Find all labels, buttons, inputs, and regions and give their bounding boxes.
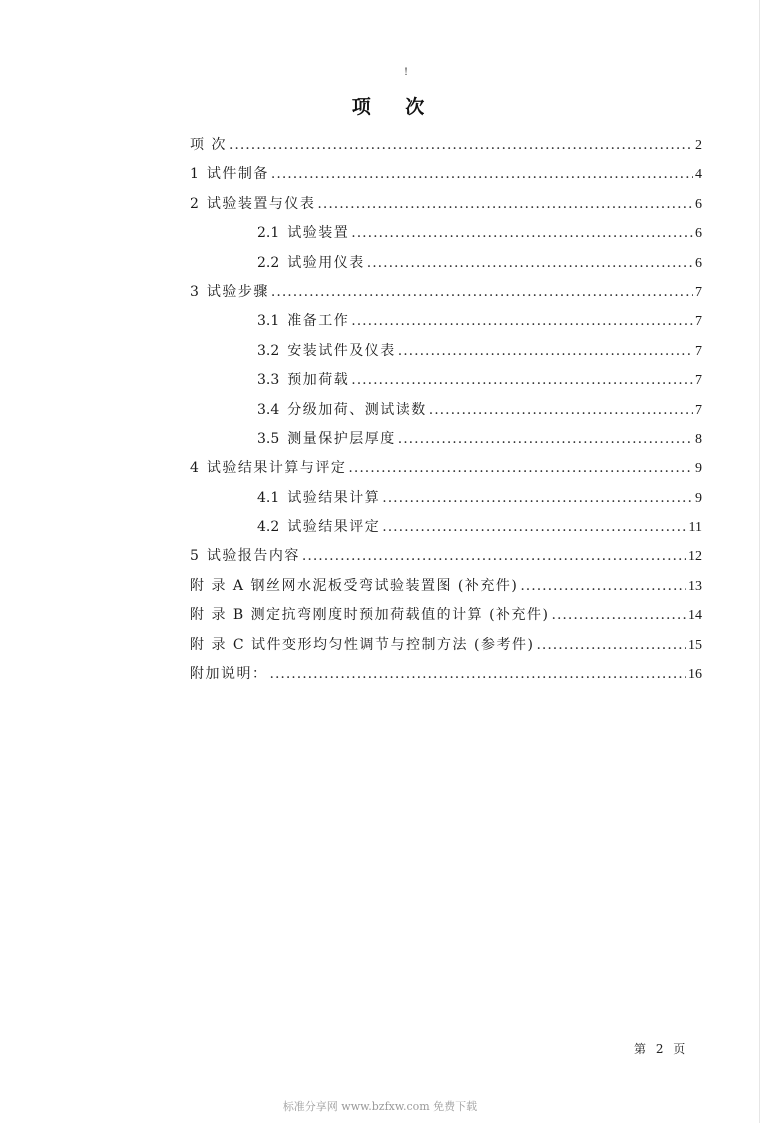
toc-dot-leader xyxy=(348,454,693,483)
toc-entry-title: 试验装置与仪表 xyxy=(206,195,316,212)
toc-entry-number: 3.2 xyxy=(257,342,280,359)
toc-entry-title: 项 次 xyxy=(190,137,227,153)
toc-heading: 项 次 xyxy=(351,96,439,118)
toc-entry-number: 1 xyxy=(190,166,199,183)
toc-entry-title: 试验结果计算 xyxy=(287,489,381,506)
toc-dot-leader xyxy=(552,601,686,630)
toc-entry-page: 7 xyxy=(695,373,702,389)
toc-entry-title: 试验结果计算与评定 xyxy=(206,460,347,477)
toc-entry-number: 5 xyxy=(190,548,199,565)
toc-entry-number: 3.1 xyxy=(257,313,280,330)
toc-entry-title: 附 录 C 试件变形均匀性调节与控制方法 (参考件) xyxy=(190,636,535,653)
toc-entry-page: 12 xyxy=(688,549,702,565)
toc-entry[interactable] xyxy=(190,572,702,601)
toc-entry[interactable] xyxy=(190,249,702,278)
toc-entry[interactable] xyxy=(190,542,702,571)
toc-entry[interactable] xyxy=(190,513,702,542)
toc-entry-page: 6 xyxy=(695,255,702,271)
toc-entry-page: 2 xyxy=(695,138,702,153)
toc-dot-leader xyxy=(398,425,693,454)
toc-entry[interactable] xyxy=(190,601,702,630)
toc-dot-leader xyxy=(351,219,693,248)
table-of-contents xyxy=(190,131,702,689)
toc-dot-leader xyxy=(367,249,693,278)
watermark-text: 标准分享网 www.bzfxw.com 免费下载 xyxy=(282,1100,478,1113)
toc-entry-label xyxy=(257,425,396,454)
toc-entry[interactable] xyxy=(190,219,702,248)
toc-entry[interactable] xyxy=(190,278,702,307)
toc-entry-page: 11 xyxy=(688,520,702,536)
toc-dot-leader xyxy=(229,131,693,160)
toc-entry-number: 4 xyxy=(190,460,199,477)
top-mark: ! xyxy=(403,67,409,78)
toc-entry[interactable] xyxy=(190,337,702,366)
toc-entry-page: 14 xyxy=(688,608,702,624)
toc-entry-label xyxy=(190,131,227,160)
toc-entry-number: 3 xyxy=(190,283,199,300)
toc-entry-number: 3.3 xyxy=(257,372,280,389)
toc-entry-number: 3.4 xyxy=(257,401,280,418)
toc-dot-leader xyxy=(351,307,693,336)
toc-entry-title: 试件制备 xyxy=(206,166,269,183)
toc-entry-page: 16 xyxy=(688,667,702,683)
toc-dot-leader xyxy=(351,366,693,395)
toc-entry-title: 试验用仪表 xyxy=(287,254,365,271)
toc-entry[interactable] xyxy=(190,396,702,425)
toc-entry-page: 13 xyxy=(688,578,702,594)
toc-entry-page: 7 xyxy=(695,284,702,300)
toc-dot-leader xyxy=(302,542,686,571)
toc-entry-label xyxy=(190,160,269,189)
toc-entry-title: 试验结果评定 xyxy=(287,519,381,536)
page-number: 第 2 页 xyxy=(634,1042,689,1056)
toc-entry[interactable] xyxy=(190,425,702,454)
toc-entry-page: 6 xyxy=(695,226,702,242)
toc-entry-title: 预加荷载 xyxy=(287,372,350,389)
toc-entry-title: 试验装置 xyxy=(287,225,350,242)
toc-entry-label xyxy=(190,454,346,483)
toc-entry-number: 2 xyxy=(190,195,199,212)
toc-entry-label xyxy=(257,337,396,366)
toc-entry-label xyxy=(257,396,427,425)
toc-entry-label xyxy=(190,542,300,571)
toc-entry-page: 8 xyxy=(695,431,702,447)
toc-entry[interactable] xyxy=(190,660,702,689)
toc-entry-number: 3.5 xyxy=(257,430,280,447)
toc-entry-number: 4.2 xyxy=(257,519,280,536)
toc-entry-title: 测量保护层厚度 xyxy=(287,430,396,447)
toc-entry-label xyxy=(257,307,349,336)
toc-entry[interactable] xyxy=(190,484,702,513)
toc-entry-page: 6 xyxy=(695,196,702,212)
toc-dot-leader xyxy=(382,513,686,542)
toc-dot-leader xyxy=(429,396,693,425)
toc-entry-page: 7 xyxy=(695,314,702,330)
toc-entry-page: 7 xyxy=(695,402,702,418)
toc-entry-label xyxy=(257,513,380,542)
toc-entry-label xyxy=(190,601,550,630)
toc-entry-page: 15 xyxy=(688,637,702,653)
toc-entry-page: 9 xyxy=(695,461,702,477)
toc-entry-page: 9 xyxy=(695,490,702,506)
toc-entry[interactable] xyxy=(190,631,702,660)
toc-entry-label xyxy=(190,190,315,219)
toc-entry-page: 4 xyxy=(695,167,702,183)
toc-entry-label xyxy=(257,366,349,395)
toc-entry-label xyxy=(257,219,349,248)
toc-entry[interactable] xyxy=(190,366,702,395)
toc-entry-label xyxy=(190,278,269,307)
toc-entry-title: 准备工作 xyxy=(287,313,350,330)
toc-entry-label xyxy=(190,631,534,660)
toc-entry[interactable] xyxy=(190,454,702,483)
toc-entry-title: 附加说明： xyxy=(190,666,268,683)
toc-entry-number: 2.1 xyxy=(257,225,280,242)
toc-entry[interactable] xyxy=(190,160,702,189)
toc-entry[interactable] xyxy=(190,307,702,336)
toc-dot-leader xyxy=(520,572,686,601)
toc-entry-number: 4.1 xyxy=(257,489,280,506)
toc-dot-leader xyxy=(317,190,693,219)
toc-dot-leader xyxy=(270,660,687,689)
toc-dot-leader xyxy=(271,278,693,307)
toc-entry-page: 7 xyxy=(695,343,702,359)
toc-entry-title: 试验报告内容 xyxy=(206,548,300,565)
toc-entry-label xyxy=(257,484,380,513)
toc-entry[interactable] xyxy=(190,131,702,160)
toc-dot-leader xyxy=(398,337,693,366)
toc-dot-leader xyxy=(271,160,693,189)
toc-entry-title: 附 录 B 测定抗弯刚度时预加荷载值的计算 (补充件) xyxy=(190,607,550,624)
toc-dot-leader xyxy=(536,631,686,660)
toc-dot-leader xyxy=(382,484,693,513)
toc-entry-label xyxy=(190,572,518,601)
toc-entry-title: 试验步骤 xyxy=(206,283,269,300)
toc-entry-label xyxy=(257,249,365,278)
toc-entry-title: 附 录 A 钢丝网水泥板受弯试验装置图 (补充件) xyxy=(190,577,519,594)
toc-entry-number: 2.2 xyxy=(257,254,280,271)
toc-entry-title: 分级加荷、测试读数 xyxy=(287,401,427,418)
toc-entry[interactable] xyxy=(190,190,702,219)
toc-entry-title: 安装试件及仪表 xyxy=(287,342,396,359)
toc-entry-label xyxy=(190,660,268,689)
